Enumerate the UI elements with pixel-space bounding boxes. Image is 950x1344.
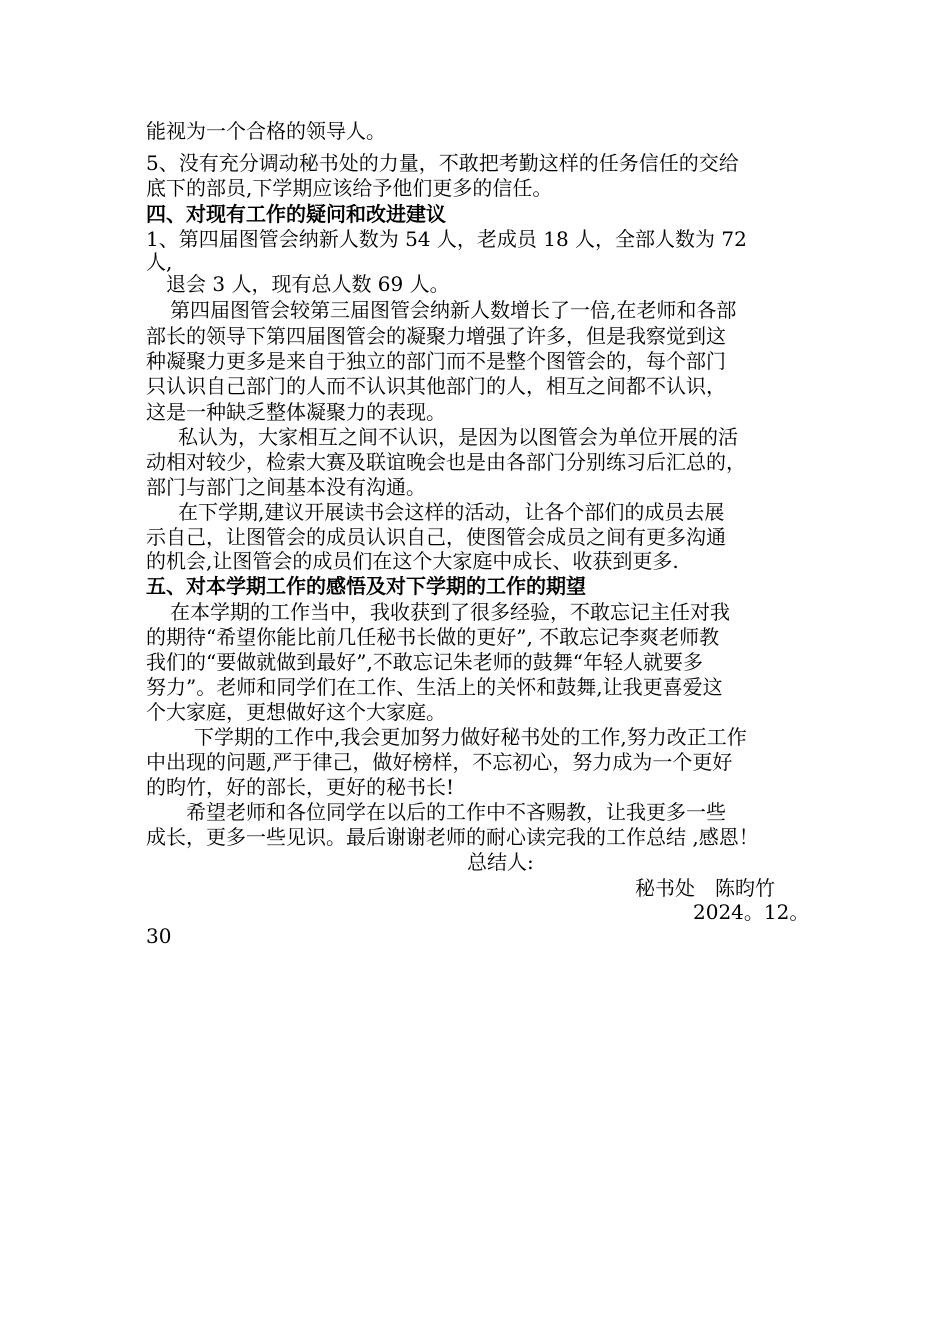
section-heading: 四、对现有工作的疑问和改进建议: [146, 202, 446, 226]
paragraph-line: 努力”。老师和同学们在工作、生活上的关怀和鼓舞,让我更喜爱这: [146, 675, 723, 699]
paragraph-line: 5、没有充分调动秘书处的力量，不敢把考勤这样的任务信任的交给: [146, 151, 739, 175]
paragraph-line: 人,: [146, 250, 173, 274]
paragraph-line: 下学期的工作中,我会更加努力做好秘书处的工作,努力改正工作: [194, 725, 747, 749]
paragraph-line: 1、第四届图管会纳新人数为 54 人，老成员 18 人，全部人数为 72: [146, 227, 747, 251]
paragraph-line: 示自己，让图管会的成员认识自己，使图管会成员之间有更多沟通: [146, 525, 726, 549]
paragraph-line: 部长的领导下第四届图管会的凝聚力增强了许多，但是我察觉到这: [146, 324, 726, 348]
paragraph-line: 的机会,让图管会的成员们在这个大家庭中成长、收获到更多.: [146, 549, 679, 573]
paragraph-line: 我们的“要做就做到最好”,不敢忘记朱老师的鼓舞“年轻人就要多: [146, 650, 704, 674]
paragraph-line: 的期待“希望你能比前几任秘书长做的更好”, 不敢忘记李爽老师教: [146, 625, 720, 649]
paragraph-line: 希望老师和各位同学在以后的工作中不吝赐教，让我更多一些: [186, 800, 726, 824]
signature-date: 2024。12。: [693, 900, 810, 924]
paragraph-line: 这是一种缺乏整体凝聚力的表现。: [146, 400, 446, 424]
paragraph-line: 成长，更多一些见识。最后谢谢老师的耐心读完我的工作总结 ,感恩！: [146, 825, 759, 849]
paragraph-line: 部门与部门之间基本没有沟通。: [146, 475, 426, 499]
paragraph-line: 能视为一个合格的领导人。: [146, 119, 386, 143]
paragraph-line: 退会 3 人，现有总人数 69 人。: [166, 272, 450, 296]
paragraph-line: 第四届图管会较第三届图管会纳新人数增长了一倍,在老师和各部: [170, 298, 737, 322]
summary-author-label: 总结人:: [467, 850, 534, 874]
paragraph-line: 在下学期,建议开展读书会这样的活动，让各个部们的成员去展: [178, 500, 725, 524]
paragraph-line: 中出现的问题,严于律己，做好榜样，不忘初心，努力成为一个更好: [146, 750, 733, 774]
paragraph-line: 个大家庭，更想做好这个大家庭。: [146, 700, 446, 724]
paragraph-line: 在本学期的工作当中，我收获到了很多经验，不敢忘记主任对我: [170, 600, 730, 624]
paragraph-line: 的昀竹，好的部长，更好的秘书长!: [146, 775, 455, 799]
paragraph-line: 只认识自己部门的人而不认识其他部门的人，相互之间都不认识，: [146, 374, 726, 398]
page-number: 30: [146, 924, 172, 948]
section-heading: 五、对本学期工作的感悟及对下学期的工作的期望: [146, 574, 586, 598]
paragraph-line: 种凝聚力更多是来自于独立的部门而不是整个图管会的，每个部门: [146, 349, 726, 373]
paragraph-line: 底下的部员,下学期应该给予他们更多的信任。: [146, 176, 553, 200]
signature-name: 秘书处 陈昀竹: [635, 876, 775, 900]
paragraph-line: 私认为，大家相互之间不认识，是因为以图管会为单位开展的活: [178, 425, 738, 449]
paragraph-line: 动相对较少，检索大赛及联谊晚会也是由各部门分别练习后汇总的，: [146, 450, 746, 474]
